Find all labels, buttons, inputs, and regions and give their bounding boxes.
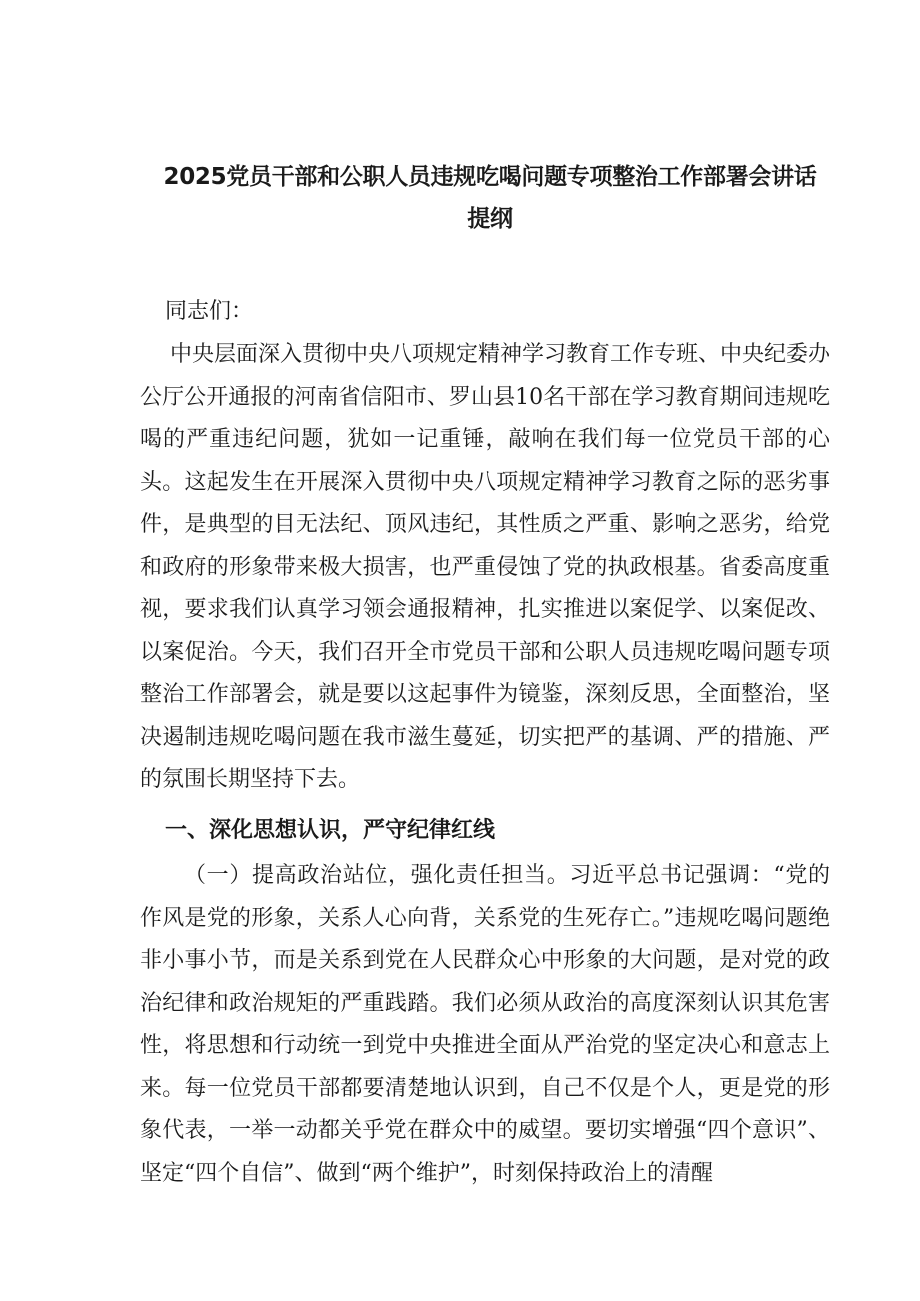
intro-paragraph: 中央层面深入贯彻中央八项规定精神学习教育工作专班、中央纪委办公厅公开通报的河南省信阳市、罗山县10名干部在学习教育期间违规吃喝的严重违纪问题，犹如一记重锤，敲响在我们每一位党员干部的心头。这起发生在开展深入贯彻中央八项规定精神学习教育之际的恶劣事件，是典型的目无法纪、顶风违纪，其性质之严重、影响之恶劣，给党和政府的形象带来极大损害，也严重侵蚀了党的执政根基。省委高度重视，要求我们认真学习领会通报精神，扎实推进以案促学、以案促改、以案促治。今天，我们召开全市党员干部和公职人员违规吃喝问题专项整治工作部署会，就是要以这起事件为镜鉴，深刻反思，全面整治，坚决遏制违规吃喝问题在我市滋生蔓延，切实把严的基调、严的措施、严的氛围长期坚持下去。 <box>140 342 831 792</box>
section-heading: 一、深化思想认识，严守纪律红线 <box>165 818 496 843</box>
section-paragraph: （一）提高政治站位，强化责任担当。习近平总书记强调：“党的作风是党的形象，关系人心向背，关系党的生死存亡。”违规吃喝问题绝非小事小节，而是关系到党在人民群众心中形象的大问题，是对党的政治纪律和政治规矩的严重践踏。我们必须从政治的高度深刻认识其危害性，将思想和行动统一到党中央推进全面从严治党的坚定决心和意志上来。每一位党员干部都要清楚地认识到，自己不仅是个人，更是党的形象代表，一举一动都关乎党在群众中的威望。要切实增强“四个意识”、坚定“四个自信”、做到“两个维护”，时刻保持政治上的清醒 <box>140 863 830 1186</box>
document-title: 2025党员干部和公职人员违规吃喝问题专项整治工作部署会讲话 <box>163 164 817 190</box>
document-title-continued: 提纲 <box>467 206 513 232</box>
salutation: 同志们： <box>165 299 254 324</box>
